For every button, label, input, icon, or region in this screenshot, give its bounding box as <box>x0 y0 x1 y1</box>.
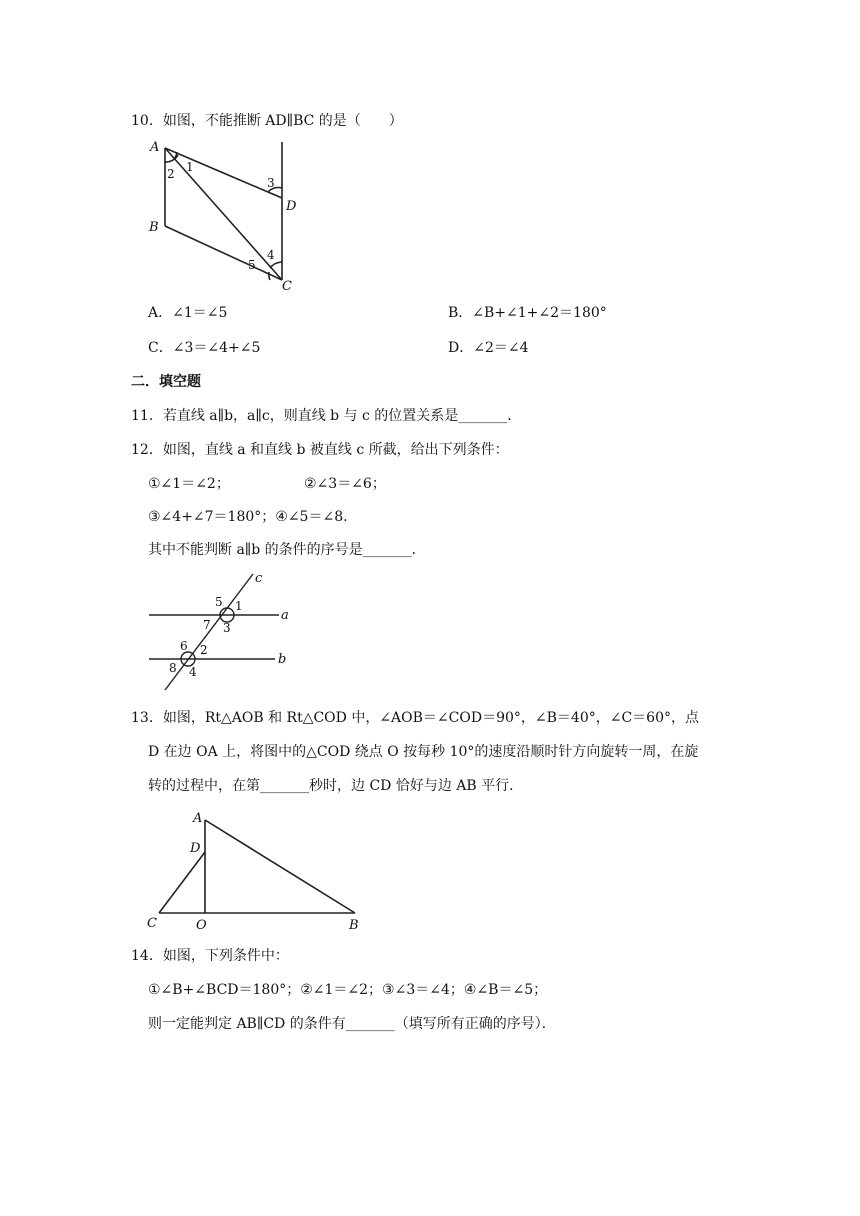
q13-label-O: O <box>196 918 207 933</box>
q10-angle-3: 3 <box>267 176 275 190</box>
q12-angle-6: 6 <box>180 639 188 653</box>
q12-stem: 12．如图，直线 a 和直线 b 被直线 c 所截，给出下列条件： <box>131 442 509 458</box>
q13-label-D: D <box>190 841 201 856</box>
q10-angle-4: 4 <box>267 248 275 262</box>
q12-angle-7: 7 <box>203 618 211 632</box>
q13-label-B: B <box>349 918 359 933</box>
q13-line3: 转的过程中，在第_______秒时，边 CD 恰好与边 AB 平行． <box>148 778 524 794</box>
q12-figure <box>145 570 305 695</box>
q14-stem: 14．如图，下列条件中： <box>131 948 289 964</box>
q10-label-D: D <box>286 199 297 214</box>
q11-text: 11．若直线 a∥b，a∥c，则直线 b 与 c 的位置关系是_______． <box>131 408 522 424</box>
q12-angle-5: 5 <box>215 595 223 609</box>
q12-angle-8: 8 <box>169 661 177 675</box>
q12-angle-3: 3 <box>223 621 231 635</box>
q13-line2: D 在边 OA 上，将图中的△COD 绕点 O 按每秒 10°的速度沿顺时针方向旋转一周，在旋 <box>148 744 699 760</box>
q10-figure <box>140 138 310 298</box>
q10-angle-5: 5 <box>248 258 256 272</box>
q10-option-c: C．∠3＝∠4+∠5 <box>148 340 261 356</box>
q10-label-B: B <box>149 220 159 235</box>
q10-option-b: B．∠B+∠1+∠2＝180° <box>448 305 607 321</box>
q10-stem: 10．如图，不能推断 AD∥BC 的是（ ） <box>131 113 403 129</box>
q10-label-A: A <box>150 140 160 155</box>
q13-label-A: A <box>193 811 203 826</box>
q13-figure <box>143 808 373 933</box>
q13-label-C: C <box>147 916 157 931</box>
section-title: 二．填空题 <box>131 374 201 390</box>
q13-line1: 13．如图，Rt△AOB 和 Rt△COD 中，∠AOB＝∠COD＝90°，∠B＝40°，∠C＝60°，点 <box>131 710 699 726</box>
q12-cond2: ②∠3＝∠6； <box>304 476 386 492</box>
q12-cond34: ③∠4+∠7＝180°；④∠5＝∠8． <box>148 509 358 525</box>
q10-option-d: D．∠2＝∠4 <box>448 340 529 356</box>
q12-label-c: c <box>255 571 263 586</box>
q12-cond1: ①∠1＝∠2； <box>148 476 230 492</box>
q12-label-a: a <box>281 608 289 623</box>
q12-ask: 其中不能判断 a∥b 的条件的序号是_______． <box>148 542 426 558</box>
q12-label-b: b <box>278 652 287 667</box>
q12-angle-4: 4 <box>189 665 197 679</box>
q10-angle-1: 1 <box>186 160 194 174</box>
q10-option-a: A．∠1＝∠5 <box>148 305 228 321</box>
q12-angle-2: 2 <box>200 643 208 657</box>
q10-label-C: C <box>282 279 292 294</box>
q12-angle-1: 1 <box>235 599 243 613</box>
q14-conds: ①∠B+∠BCD＝180°；②∠1＝∠2；③∠3＝∠4；④∠B＝∠5； <box>148 982 548 998</box>
q10-angle-2: 2 <box>167 167 175 181</box>
q14-ask: 则一定能判定 AB∥CD 的条件有_______（填写所有正确的序号）． <box>148 1016 556 1032</box>
